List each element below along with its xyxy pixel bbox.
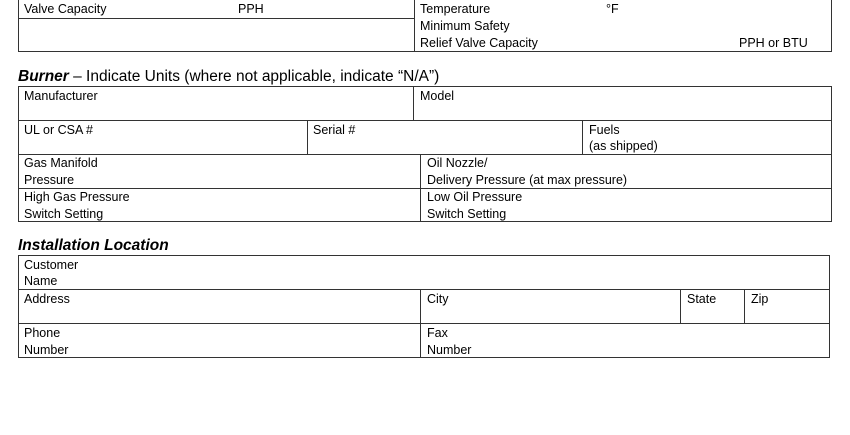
- minimum-safety-label: Minimum Safety: [420, 19, 510, 33]
- city-label: City: [427, 292, 449, 306]
- valve-capacity-unit: PPH: [238, 2, 264, 16]
- gas-manifold-label: Gas Manifold: [24, 156, 98, 170]
- burner-col-rule-b: [307, 120, 308, 154]
- installation-row-rule-1: [18, 289, 830, 290]
- fax-label: Fax: [427, 326, 448, 340]
- burner-row-rule-2: [18, 154, 832, 155]
- customer-name-label: Name: [24, 274, 58, 288]
- serial-label: Serial #: [313, 123, 356, 137]
- phone-number-label: Number: [24, 343, 69, 357]
- oil-nozzle-label: Oil Nozzle/: [427, 156, 488, 170]
- high-gas-pressure-label: High Gas Pressure: [24, 190, 130, 204]
- valve-table-left-rule: [18, 18, 414, 19]
- relief-valve-unit: PPH or BTU: [739, 36, 808, 50]
- installation-col-rule-state: [680, 289, 681, 323]
- burner-row-rule-3: [18, 188, 832, 189]
- fuels-label: Fuels: [589, 123, 620, 137]
- fuels-note: (as shipped): [589, 139, 658, 153]
- fax-number-label: Number: [427, 343, 472, 357]
- temperature-unit: °F: [606, 2, 619, 16]
- delivery-pressure-label: Delivery Pressure (at max pressure): [427, 173, 628, 187]
- burner-heading: [18, 68, 439, 86]
- burner-col-rule-a: [413, 86, 414, 120]
- address-label: Address: [24, 292, 70, 306]
- relief-valve-capacity-label: Relief Valve Capacity: [420, 36, 538, 50]
- phone-label: Phone: [24, 326, 61, 340]
- burner-col-rule-c: [582, 120, 583, 154]
- zip-label: Zip: [751, 292, 769, 306]
- burner-row-rule-1: [18, 120, 832, 121]
- temperature-label: Temperature: [420, 2, 491, 16]
- gas-manifold-pressure-label: Pressure: [24, 173, 75, 187]
- customer-label: Customer: [24, 258, 79, 272]
- installation-heading: [18, 237, 169, 255]
- installation-col-rule-zip: [744, 289, 745, 323]
- high-gas-switch-label: Switch Setting: [24, 207, 104, 221]
- manufacturer-label: Manufacturer: [24, 89, 98, 103]
- burner-subtitle: – Indicate Units (where not applicable, indicate “N/A”): [68, 68, 440, 85]
- installation-col-rule-city: [420, 289, 421, 358]
- low-oil-pressure-label: Low Oil Pressure: [427, 190, 523, 204]
- valve-capacity-label: Valve Capacity: [24, 2, 107, 16]
- burner-col-rule-d: [420, 154, 421, 222]
- state-label: State: [687, 292, 717, 306]
- ul-csa-label: UL or CSA #: [24, 123, 94, 137]
- model-label: Model: [420, 89, 455, 103]
- installation-title: Installation Location: [18, 237, 169, 254]
- valve-table-divider: [414, 0, 415, 52]
- low-oil-switch-label: Switch Setting: [427, 207, 507, 221]
- burner-title: Burner: [18, 68, 69, 85]
- installation-row-rule-2: [18, 323, 830, 324]
